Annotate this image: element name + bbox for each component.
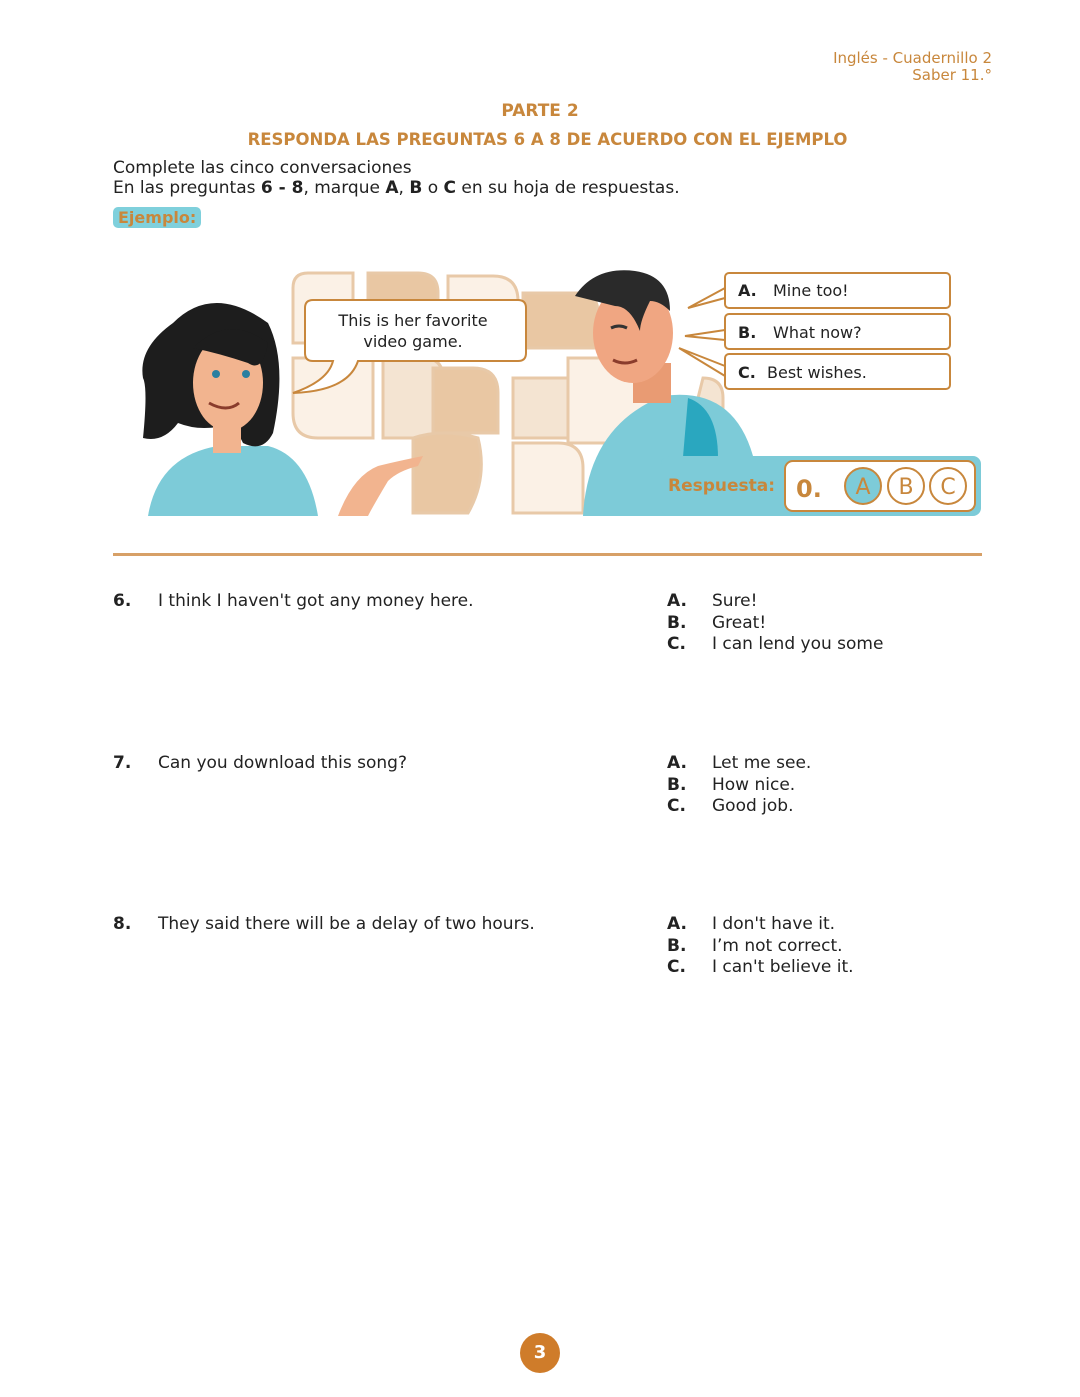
option-item xyxy=(667,796,811,818)
option-letter: A. xyxy=(667,753,687,773)
question-7 xyxy=(113,753,407,773)
instruction-letter-b: B xyxy=(409,178,423,198)
example-option-letter: A. xyxy=(738,281,757,300)
question-8 xyxy=(113,914,535,934)
question-number: 8. xyxy=(113,914,132,934)
example-option-letter: B. xyxy=(738,323,757,342)
question-number: 6. xyxy=(113,591,132,611)
instruction-text: en su hoja de respuestas. xyxy=(456,178,680,198)
answer-bubble-letter: A xyxy=(855,475,871,500)
example-option-text: What now? xyxy=(773,323,862,342)
option-text: I can't believe it. xyxy=(712,957,854,977)
instruction-letter-a: A xyxy=(385,178,399,198)
instruction-title: RESPONDA LAS PREGUNTAS 6 A 8 DE ACUERDO CON EL EJEMPLO xyxy=(247,130,848,149)
option-text: Sure! xyxy=(712,591,758,611)
answer-bubble-letter: C xyxy=(940,475,956,500)
speech-line-2: video game. xyxy=(363,332,463,351)
instruction-text: , xyxy=(398,178,410,198)
option-letter: C. xyxy=(667,957,686,977)
option-pointers xyxy=(679,288,725,376)
option-letter: A. xyxy=(667,914,687,934)
option-text: Good job. xyxy=(712,796,794,816)
option-item xyxy=(667,936,854,958)
question-text: I think I haven't got any money here. xyxy=(158,591,474,611)
page-number: 3 xyxy=(520,1333,560,1373)
option-letter: B. xyxy=(667,612,687,633)
answer-panel xyxy=(661,456,981,516)
option-item xyxy=(667,957,854,979)
option-item xyxy=(667,914,854,936)
question-6 xyxy=(113,591,474,611)
example-label: Ejemplo: xyxy=(113,207,201,228)
option-item xyxy=(667,753,811,775)
question-8-options xyxy=(667,914,854,979)
option-item xyxy=(667,634,883,656)
question-text: They said there will be a delay of two hours. xyxy=(158,914,535,934)
instruction-text: o xyxy=(422,178,444,198)
option-item xyxy=(667,775,811,797)
header-subject: Inglés - Cuadernillo 2 xyxy=(833,49,992,67)
example-option-letter: C. xyxy=(738,363,756,382)
example-options xyxy=(725,273,950,389)
option-letter: A. xyxy=(667,591,687,611)
instruction-line-2 xyxy=(113,178,680,198)
option-letter: C. xyxy=(667,796,686,816)
question-6-options xyxy=(667,591,883,656)
document-header xyxy=(833,50,992,84)
instruction-letter-c: C xyxy=(443,178,456,198)
answer-number: 0. xyxy=(796,475,822,503)
question-text: Can you download this song? xyxy=(158,753,407,773)
option-letter: C. xyxy=(667,634,686,654)
option-text: How nice. xyxy=(712,774,796,795)
example-option-text: Mine too! xyxy=(773,281,849,300)
instruction-line-1: Complete las cinco conversaciones xyxy=(113,158,412,178)
option-item xyxy=(667,613,883,635)
instruction-range: 6 - 8 xyxy=(260,178,304,198)
instruction-text: , marque xyxy=(303,178,386,198)
option-letter: B. xyxy=(667,774,687,795)
option-text: Great! xyxy=(712,612,767,633)
option-text: Let me see. xyxy=(712,753,812,773)
example-option-text: Best wishes. xyxy=(767,363,867,382)
option-text: I can lend you some xyxy=(712,634,884,654)
example-illustration xyxy=(113,248,983,528)
part-title: PARTE 2 xyxy=(501,101,579,121)
option-item xyxy=(667,591,883,613)
question-number: 7. xyxy=(113,753,132,773)
section-divider xyxy=(113,553,982,556)
question-7-options xyxy=(667,753,811,818)
header-grade: Saber 11.° xyxy=(912,66,992,84)
option-text: I’m not correct. xyxy=(712,935,843,956)
answer-label: Respuesta: xyxy=(668,476,776,496)
option-text: I don't have it. xyxy=(712,914,836,934)
speech-line-1: This is her favorite xyxy=(338,311,488,330)
instruction-text: En las preguntas xyxy=(113,178,261,198)
answer-bubble-letter: B xyxy=(898,475,914,500)
option-letter: B. xyxy=(667,935,687,956)
